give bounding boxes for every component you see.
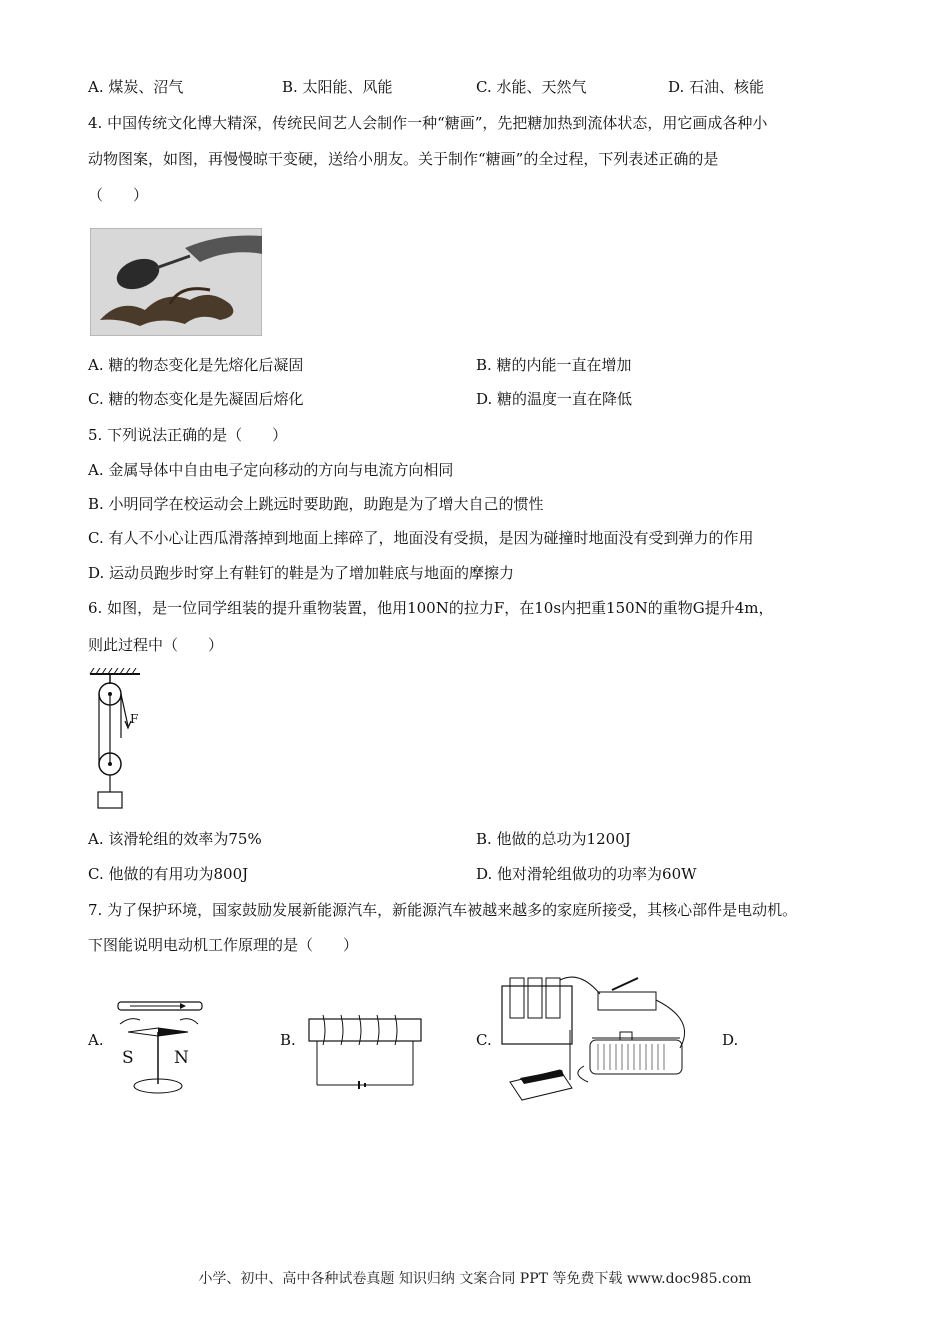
q4-stem-line1: 4. 中国传统文化博大精深，传统民间艺人会制作一种“糖画”，先把糖加热到流体状态，用它画成各种小 (88, 114, 768, 132)
q6-option-b: B. 他做的总功为1200J (476, 830, 631, 848)
sugar-painting-photo (90, 228, 262, 336)
q3-option-a: A. 煤炭、沼气 (88, 78, 184, 96)
coil-figure (305, 1005, 430, 1090)
q6-stem-line1: 6. 如图，是一位同学组装的提升重物装置，他用100N的拉力F，在10s内把重150N的重物G提升4m， (88, 599, 774, 617)
q3-option-c: C. 水能、天然气 (476, 78, 587, 96)
force-label: F (130, 712, 139, 726)
q6-option-a: A. 该滑轮组的效率为75% (88, 830, 262, 848)
q5-option-a: A. 金属导体中自由电子定向移动的方向与电流方向相同 (88, 461, 454, 479)
q4-option-c: C. 糖的物态变化是先凝固后熔化 (88, 390, 304, 408)
page-footer: 小学、初中、高中各种试卷真题 知识归纳 文案合同 PPT 等免费下载 www.doc985.com (198, 1271, 752, 1287)
compass-n-label: N (174, 1048, 189, 1068)
q6-stem-line2: 则此过程中（ ） (88, 636, 224, 654)
pulley-diagram (88, 668, 148, 813)
q6-option-c: C. 他做的有用功为800J (88, 865, 249, 883)
q7-option-b-label: B. (280, 1031, 296, 1049)
q6-option-d: D. 他对滑轮组做功的功率为60W (476, 865, 697, 883)
q5-option-d: D. 运动员跑步时穿上有鞋钉的鞋是为了增加鞋底与地面的摩擦力 (88, 564, 515, 582)
q5-stem: 5. 下列说法正确的是（ ） (88, 426, 288, 444)
q7-option-a-label: A. (88, 1031, 104, 1049)
q4-stem-line3: （ ） (88, 186, 149, 204)
compass-wire-figure (110, 998, 210, 1098)
q3-option-b: B. 太阳能、风能 (282, 78, 393, 96)
compass-s-label: S (122, 1048, 134, 1068)
q4-option-d: D. 糖的温度一直在降低 (476, 390, 633, 408)
q7-stem-line1: 7. 为了保护环境，国家鼓励发展新能源汽车，新能源汽车被越来越多的家庭所接受，其核心部件是电动机。 (88, 901, 798, 919)
q5-option-b: B. 小明同学在校运动会上跳远时要助跑，助跑是为了增大自己的惯性 (88, 495, 544, 513)
q3-option-d: D. 石油、核能 (668, 78, 765, 96)
q7-stem-line2: 下图能说明电动机工作原理的是（ ） (88, 936, 359, 954)
q7-option-d-label: D. (722, 1031, 739, 1049)
circuit-apparatus-figure (500, 970, 700, 1105)
q7-option-c-label: C. (476, 1031, 492, 1049)
q4-option-a: A. 糖的物态变化是先熔化后凝固 (88, 356, 304, 374)
q4-option-b: B. 糖的内能一直在增加 (476, 356, 632, 374)
q4-stem-line2: 动物图案，如图，再慢慢晾干变硬，送给小朋友。关于制作“糖画”的全过程，下列表述正确的是 (88, 150, 719, 168)
q5-option-c: C. 有人不小心让西瓜滑落掉到地面上摔碎了，地面没有受损，是因为碰撞时地面没有受到弹力的作用 (88, 529, 754, 547)
